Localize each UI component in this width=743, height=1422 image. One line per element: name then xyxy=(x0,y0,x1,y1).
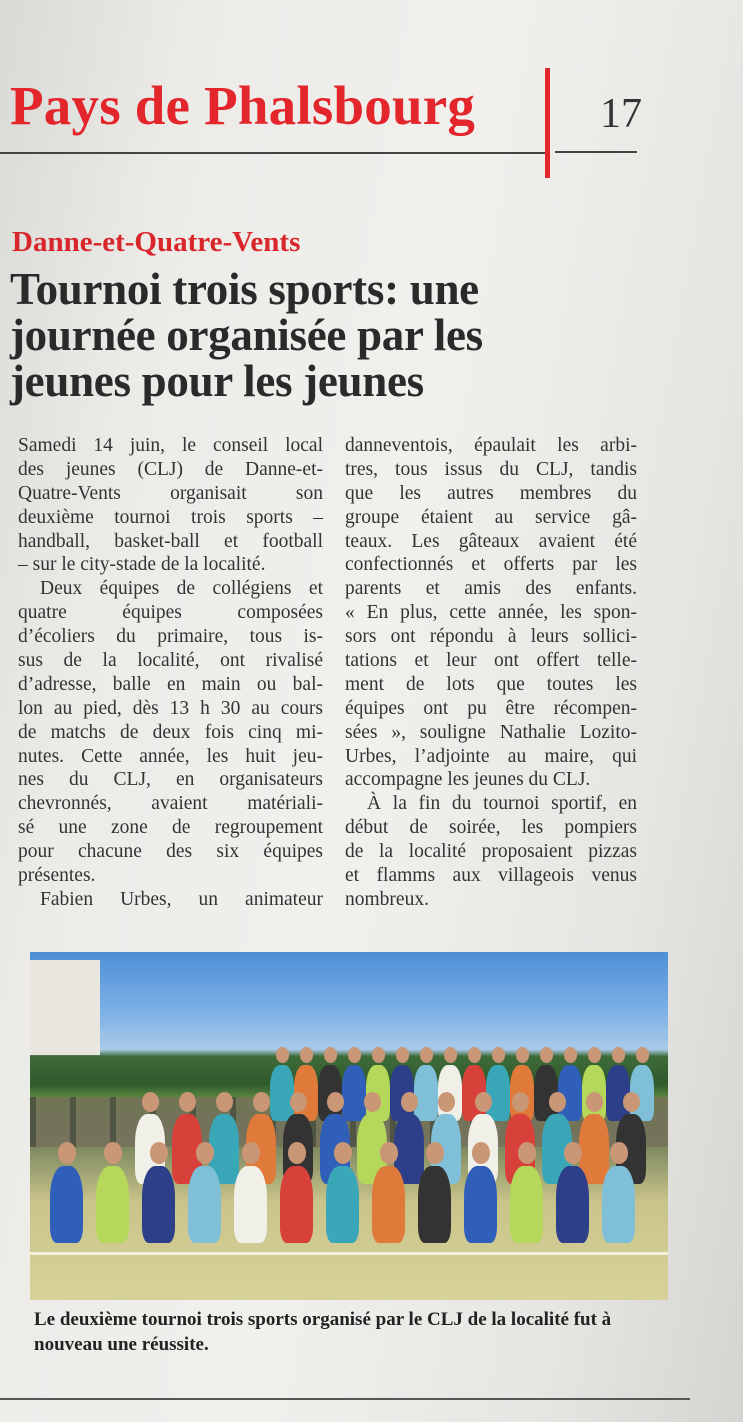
person-head xyxy=(179,1092,196,1112)
text-line: pour chacune des six équipes xyxy=(18,841,323,863)
text-line: début de soirée, les pompiers xyxy=(345,817,637,839)
person-head xyxy=(468,1047,482,1063)
person xyxy=(602,1166,635,1243)
text-line: tres, tous issus du CLJ, tandis xyxy=(345,458,637,480)
person xyxy=(556,1166,589,1243)
person-head xyxy=(290,1092,307,1112)
person-head xyxy=(623,1092,640,1112)
text-line: sors ont répondu à leurs sollici- xyxy=(345,626,637,648)
text-line: Urbes, l’adjointe au maire, qui xyxy=(345,745,637,767)
text-line: ment de lots que toutes les xyxy=(345,673,637,695)
person-head xyxy=(636,1047,650,1063)
header-rule xyxy=(0,152,545,154)
text-line: présentes. xyxy=(18,865,96,887)
person xyxy=(464,1166,497,1243)
person-head xyxy=(586,1092,603,1112)
text-line: Deux équipes de collégiens et xyxy=(40,578,323,600)
article-column-left xyxy=(18,434,323,912)
text-line: nes du CLJ, en organisateurs xyxy=(18,769,323,791)
text-line: sé une zone de regroupement xyxy=(18,817,323,839)
article-column-right xyxy=(345,434,637,912)
text-line: confectionnés et offerts par les xyxy=(345,554,637,576)
article-locality: Danne-et-Quatre-Vents xyxy=(12,226,301,258)
person-head xyxy=(549,1092,566,1112)
photo-caption: Le deuxième tournoi trois sports organisé par le CLJ de la localité fut à nouveau une réussite. xyxy=(34,1309,612,1355)
text-line: accompagne les jeunes du CLJ. xyxy=(345,769,591,791)
person-head xyxy=(401,1092,418,1112)
person xyxy=(50,1166,83,1243)
person-head xyxy=(58,1142,77,1164)
person-head xyxy=(327,1092,344,1112)
person xyxy=(142,1166,175,1243)
text-line: groupe étaient au service gâ- xyxy=(345,506,637,528)
person xyxy=(418,1166,451,1243)
person-head xyxy=(512,1092,529,1112)
text-line: parents et amis des enfants. xyxy=(345,578,637,600)
person-head xyxy=(564,1047,578,1063)
person-head xyxy=(150,1142,169,1164)
person xyxy=(342,1065,366,1121)
text-line: quatre équipes composées xyxy=(18,602,323,624)
person-head xyxy=(216,1092,233,1112)
text-line: équipes ont pu être récompen- xyxy=(345,697,637,719)
person-head xyxy=(364,1092,381,1112)
text-line: que les autres membres du xyxy=(345,482,637,504)
person-head xyxy=(253,1092,270,1112)
person-head xyxy=(348,1047,362,1063)
text-line: sus de la localité, ont rivalisé xyxy=(18,650,323,672)
person xyxy=(486,1065,510,1121)
person xyxy=(280,1166,313,1243)
person-head xyxy=(300,1047,314,1063)
text-line: tations et leur ont offert telle- xyxy=(345,650,637,672)
person-head xyxy=(612,1047,626,1063)
person xyxy=(96,1166,129,1243)
person-head xyxy=(142,1092,159,1112)
person-head xyxy=(588,1047,602,1063)
person xyxy=(510,1166,543,1243)
header-rule-right xyxy=(555,151,637,153)
text-line: Fabien Urbes, un animateur xyxy=(40,888,323,910)
text-line: « En plus, cette année, les spon- xyxy=(345,602,637,624)
text-line: de matchs de deux fois cinq mi- xyxy=(18,721,323,743)
person-head xyxy=(444,1047,458,1063)
text-line: nutes. Cette année, les huit jeu- xyxy=(18,745,323,767)
text-line: Samedi 14 juin, le conseil local xyxy=(18,435,323,456)
person-head xyxy=(420,1047,434,1063)
text-line: chevronnés, avaient matériali- xyxy=(18,793,323,815)
text-line: deuxième tournoi trois sports – xyxy=(18,506,323,528)
person-head xyxy=(492,1047,506,1063)
person xyxy=(188,1166,221,1243)
text-line: À la fin du tournoi sportif, en xyxy=(367,793,637,815)
person-head xyxy=(516,1047,530,1063)
person xyxy=(234,1166,267,1243)
person-head xyxy=(372,1047,386,1063)
person xyxy=(326,1166,359,1243)
text-line: de la localité proposaient pizzas xyxy=(345,841,637,863)
page-number: 17 xyxy=(600,91,642,137)
text-line: teaux. Les gâteaux avaient été xyxy=(345,530,637,552)
person xyxy=(414,1065,438,1121)
text-line: d’adresse, balle en main ou bal- xyxy=(18,673,323,695)
person-head xyxy=(324,1047,338,1063)
person xyxy=(372,1166,405,1243)
text-line: nombreux. xyxy=(345,888,429,910)
text-line: lon au pied, dès 13 h 30 au cours xyxy=(18,697,323,719)
article-photo xyxy=(30,952,668,1300)
text-line: Quatre-Vents organisait son xyxy=(18,482,323,504)
group-of-children xyxy=(30,952,668,1300)
text-line: danneventois, épaulait les arbi- xyxy=(345,435,637,456)
footer-rule xyxy=(0,1398,690,1400)
text-line: d’écoliers du primaire, tous is- xyxy=(18,626,323,648)
text-line: sées », souligne Nathalie Lozito- xyxy=(345,721,637,743)
person-head xyxy=(396,1047,410,1063)
rubric-divider xyxy=(545,68,550,178)
article-headline: Tournoi trois sports: une journée organisée par les jeunes pour les jeunes xyxy=(10,264,483,406)
person-head xyxy=(438,1092,455,1112)
text-line: et flamms aux villageois venus xyxy=(345,865,637,887)
person-head xyxy=(104,1142,123,1164)
person xyxy=(270,1065,294,1121)
text-line: handball, basket-ball et football xyxy=(18,530,323,552)
person-head xyxy=(276,1047,290,1063)
person-head xyxy=(540,1047,554,1063)
text-line: des jeunes (CLJ) de Danne-et- xyxy=(18,458,323,480)
section-rubric: Pays de Phalsbourg xyxy=(10,75,476,136)
text-line: – sur le city-stade de la localité. xyxy=(18,554,266,576)
person-head xyxy=(475,1092,492,1112)
